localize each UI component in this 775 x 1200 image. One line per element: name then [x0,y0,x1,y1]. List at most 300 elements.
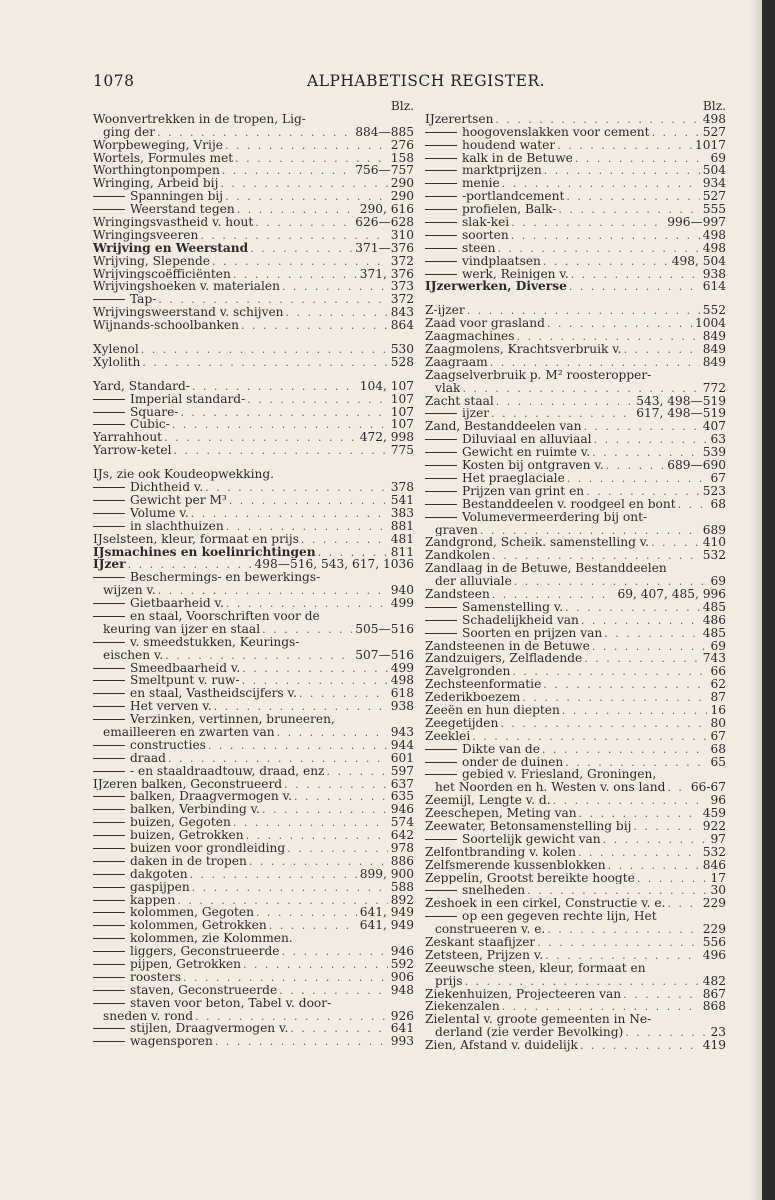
entry-term: kolommen, Gegoten [93,906,254,919]
entry-term: Tap- [93,293,156,306]
entry-term: Wrijving, Slepende [93,254,211,268]
entry-page-ref: 290 [390,189,414,204]
entry-term: Zaagselverbruik p. M² roosteropper- [425,368,652,382]
index-entry [425,369,726,382]
dot-leader [140,357,387,370]
entry-term: IJzerwerken, Diverse [425,280,567,294]
entry-term: keuring van ijzer en staal [103,622,261,636]
index-entry [93,1022,414,1035]
entry-page-ref: 527 [702,189,726,204]
dot-leader [592,434,708,447]
entry-term: IJs, zie ook Koudeopwekking. [93,468,274,482]
index-entry [93,674,414,687]
index-entry [425,216,726,229]
dot-leader [631,821,699,834]
entry-term: Soorten en prijzen van [425,627,602,640]
dot-leader [275,727,388,740]
entry-page-ref: 372 [390,253,414,268]
index-entry [93,855,414,868]
entry-page-ref: 641, 949 [359,905,414,920]
index-entry [425,962,726,975]
index-entry [93,216,414,229]
index-entry [425,897,726,910]
index-entry [425,923,726,936]
entry-term: Zeemijl, Lengte v. d. [425,794,551,808]
index-entry [93,507,414,520]
index-entry [425,949,726,962]
index-entry [93,533,414,546]
entry-page-ref: 938 [390,699,414,714]
entry-page-ref: 523 [702,483,726,498]
entry-term: Worpbeweging, Vrije [93,138,223,152]
entry-term: ging der [103,125,156,139]
entry-page-ref: 934 [702,176,726,191]
entry-term: in slachthuizen [93,520,224,533]
entry-page-ref: 996—997 [667,215,726,230]
entry-term: Imperial standard- [93,393,245,406]
entry-page-ref: 592 [390,957,414,971]
entry-term: pijpen, Getrokken [93,958,241,971]
index-entry [425,717,726,730]
entry-term: - en staaldraadtouw, draad, enz [93,765,324,778]
index-entry [425,807,726,820]
entry-page-ref: 372 [390,292,414,307]
entry-page-ref: 66-67 [690,780,726,795]
entry-page-ref: 926 [390,1008,414,1023]
index-entry [425,549,726,562]
dot-leader [227,495,388,508]
index-entry [93,636,414,649]
dot-leader [622,344,700,357]
entry-page-ref: 539 [702,445,726,460]
entry-term: houdend water [425,139,555,152]
index-entry [425,164,726,177]
letter-gap [93,457,414,468]
index-column-right [425,100,726,1052]
dot-leader [635,873,708,886]
entry-page-ref: 756—757 [355,163,414,178]
index-entry [93,623,414,636]
entry-page-ref: 940 [390,583,414,598]
index-entry [93,126,414,139]
dot-leader [297,688,388,701]
entry-term: vindplaatsen [425,255,541,268]
index-entry [425,317,726,330]
entry-term: Kosten bij ontgraven v. [425,459,604,472]
dot-leader [282,779,388,792]
dot-leader [541,679,707,692]
dot-leader [542,165,700,178]
dot-leader [285,843,388,856]
entry-term: Verzinken, vertinnen, bruneeren, [93,713,335,726]
index-entry [93,356,414,369]
dot-leader [545,318,692,331]
entry-term: kolommen, Getrokken [93,919,267,932]
entry-term: Zeskant staafijzer [425,936,536,949]
entry-term: Volumevermeerdering bij ont- [425,511,647,524]
dot-leader [649,537,700,550]
dot-leader [563,602,700,615]
entry-page-ref: 532 [702,548,726,563]
entry-term: Zeewater, Betonsamenstelling bij [425,819,632,833]
entry-page-ref: 772 [702,380,726,395]
dot-leader [590,641,708,654]
index-entry [425,190,726,203]
index-entry [425,330,726,343]
entry-term: graven [435,523,478,537]
dot-leader [569,269,700,282]
entry-page-ref: 689—690 [667,458,726,473]
index-entry [425,975,726,988]
index-entry [93,558,414,571]
dot-leader [139,344,388,357]
entry-page-ref: 69, 407, 485, 996 [617,586,726,601]
page-number: 1078 [93,72,135,90]
entry-page-ref: 530 [390,342,414,357]
entry-page-ref: 410 [702,535,726,550]
entry-page-ref: 505—516 [355,621,414,636]
entry-page-ref: 68 [710,741,726,756]
entry-page-ref: 642 [390,828,414,843]
entry-page-ref: 867 [702,986,726,1001]
entry-page-ref: 552 [702,303,726,318]
entry-page-ref: 30 [710,883,726,898]
index-entry [425,730,726,743]
index-entry [425,1000,726,1013]
entry-page-ref: 290, 616 [359,202,414,217]
entry-page-ref: 849 [702,329,726,344]
entry-term: Zandsteen [425,587,490,601]
entry-page-ref: 378 [390,480,414,495]
index-entry [425,343,726,356]
index-entry [93,444,414,457]
dot-leader [498,718,707,731]
entry-page-ref: 641, 949 [359,918,414,933]
entry-term: Zand, Bestanddeelen van [425,420,582,434]
entry-page-ref: 868 [702,999,726,1014]
index-entry [93,229,414,242]
entry-term: hoogovenslakken voor cement [425,126,650,139]
entry-page-ref: 17 [710,870,726,885]
entry-term: balken, Draagvermogen v. [93,790,292,803]
entry-term: derland (zie verder Bevolking) [435,1026,624,1040]
entry-page-ref: 229 [702,922,726,937]
index-entry [93,494,414,507]
entry-term: emailleeren en zwarten van [103,725,275,739]
entry-term: staven voor beton, Tabel v. door- [93,997,331,1010]
entry-page-ref: 601 [390,750,414,765]
entry-term: Bestanddeelen v. roodgeel en bont [425,498,676,511]
entry-page-ref: 62 [710,677,726,692]
entry-term: Zaagmachines [425,330,515,344]
index-entry [93,113,414,126]
index-entry [93,739,414,752]
index-entry [425,280,726,293]
entry-page-ref: 635 [390,789,414,804]
entry-page-ref: 948 [390,982,414,997]
index-entry [425,833,726,846]
entry-term: liggers, Geconstrueerde [93,945,280,958]
index-entry [425,382,726,395]
index-entry [425,407,726,420]
entry-page-ref: 69 [710,150,726,165]
book-edge [762,0,775,1200]
index-entry [425,524,726,537]
index-entry [425,588,726,601]
entry-term: Z-ijzer [425,304,465,318]
entry-page-ref: 597 [390,763,414,778]
index-entry [425,511,726,524]
entry-term: Diluviaal en alluviaal [425,433,592,446]
index-entry [93,971,414,984]
entry-page-ref: 846 [702,857,726,872]
index-entry [425,356,726,369]
entry-term: vlak [435,381,461,395]
entry-page-ref: 107 [390,417,414,432]
dot-leader [565,473,708,486]
entry-term: Weerstand tegen [93,203,235,216]
entry-term: prijs [435,974,463,988]
entry-page-ref: 588 [390,879,414,894]
index-entry [93,597,414,610]
index-entry [425,640,726,653]
index-entry [93,868,414,881]
entry-page-ref: 843 [390,305,414,320]
dot-leader [564,191,699,204]
entry-term: IJzeren balken, Geconstrueerd [93,777,283,791]
index-entry [425,113,726,126]
entry-page-ref: 481 [390,531,414,546]
dot-leader [292,791,388,804]
entry-page-ref: 496 [702,947,726,962]
index-entry [425,665,726,678]
index-entry [93,842,414,855]
entry-page-ref: 555 [702,202,726,217]
entry-term: Zeeuwsche steen, kleur, formaat en [425,961,646,975]
dot-leader [604,460,665,473]
entry-term: Wringingsvastheid v. hout [93,216,254,229]
entry-term: IJzer [93,558,126,572]
dot-leader [239,320,388,333]
page-header [93,72,723,94]
index-entry [93,139,414,152]
entry-term: Zeeklei [425,729,471,743]
index-entry [93,726,414,739]
dot-leader [188,869,357,882]
dot-leader [665,898,699,911]
dot-leader [324,766,387,779]
index-entry [93,255,414,268]
entry-page-ref: 68 [710,496,726,511]
entry-page-ref: 486 [702,612,726,627]
index-entry [425,498,726,511]
entry-page-ref: 626—628 [355,215,414,230]
letter-gap [93,332,414,343]
entry-term: Prijzen van grint en [425,485,584,498]
entry-term: Zelfsmerende kussenblokken [425,858,606,872]
letter-gap [425,293,726,304]
entry-page-ref: 65 [710,754,726,769]
entry-term: daken in de tropen [93,855,247,868]
entry-term: menie [425,177,500,190]
dot-leader [602,628,699,641]
dot-leader [178,407,387,420]
entry-term: draad [93,752,166,765]
entry-term: Spanningen bij [93,190,223,203]
entry-page-ref: 310 [390,227,414,242]
entry-term: Wrijvingshoeken v. materialen [93,280,280,294]
entry-term: Volume v. [93,507,189,520]
entry-page-ref: 614 [702,279,726,294]
index-entry [93,481,414,494]
entry-term: construeeren v. e. [435,923,546,937]
index-entry [93,816,414,829]
entry-page-ref: 618 [390,686,414,701]
entry-term: IJselsteen, kleur, formaat en prijs [93,532,299,546]
index-entry [425,420,726,433]
index-entry [425,229,726,242]
entry-page-ref: 498 [702,240,726,255]
index-entry [93,790,414,803]
entry-page-ref: 276 [390,137,414,152]
dot-leader [280,946,388,959]
dot-leader [555,140,692,153]
index-entry [425,472,726,485]
entry-term: en staal, Voorschriften voor de [93,610,320,623]
entry-term: gebied v. Friesland, Groningen, [425,768,656,781]
dot-leader [573,153,708,166]
index-entry [425,756,726,769]
index-entry [425,768,726,781]
entry-term: Square- [93,406,178,419]
entry-term: kalk in de Betuwe [425,152,573,165]
entry-page-ref: 504 [702,163,726,178]
dot-leader [254,907,357,920]
entry-page-ref: 229 [702,896,726,911]
entry-page-ref: 946 [390,802,414,817]
entry-page-ref: 978 [390,840,414,855]
entry-page-ref: 811 [390,544,414,559]
entry-page-ref: 864 [390,318,414,333]
entry-page-ref: 541 [390,492,414,507]
index-entry [425,820,726,833]
dot-leader [509,230,700,243]
entry-page-ref: 107 [390,404,414,419]
entry-page-ref: 407 [702,419,726,434]
dot-leader [260,804,388,817]
index-entry [425,1013,726,1026]
index-entry [93,752,414,765]
index-entry [425,433,726,446]
entry-term: Gewicht per M³ [93,494,227,507]
entry-term: Yarrahhout [93,431,163,445]
entry-page-ref: 371, 376 [359,266,414,281]
index-entry [93,687,414,700]
dot-leader [535,937,699,950]
column-header [93,100,414,113]
index-entry [93,803,414,816]
dot-leader [172,445,388,458]
index-entry [425,910,726,923]
index-entry [93,932,414,945]
entry-term: staven, Geconstrueerde [93,984,277,997]
index-entry [93,713,414,726]
dot-leader [581,421,699,434]
index-entry [93,610,414,623]
entry-term: soorten [425,229,509,242]
entry-page-ref: 290 [390,176,414,191]
index-entry [425,126,726,139]
entry-term: Woonvertrekken in de tropen, Lig- [93,112,306,126]
entry-term: Dikte van de [425,743,540,756]
entry-term: marktprijzen [425,164,542,177]
entry-page-ref: 66 [710,664,726,679]
dot-leader [253,217,352,230]
entry-page-ref: 96 [710,793,726,808]
index-entry [425,988,726,1001]
entry-term: Zien, Afstand v. duidelijk [425,1039,578,1053]
entry-page-ref: 472, 998 [359,430,414,445]
entry-page-ref: 419 [702,1038,726,1053]
entry-term: sneden v. rond [103,1009,194,1023]
entry-page-ref: 383 [390,505,414,520]
entry-page-ref: 617, 498—519 [636,406,726,421]
dot-leader [203,482,388,495]
entry-term: Zandzuigers, Zelfladende [425,652,583,666]
entry-term: Beschermings- en bewerkings- [93,571,320,584]
entry-page-ref: 892 [390,892,414,907]
index-entry [425,459,726,472]
index-entry [93,343,414,356]
dot-leader [560,705,708,718]
entry-term: werk, Reinigen v. [425,268,569,281]
entry-page-ref: 1017 [694,137,726,152]
entry-page-ref: 881 [390,518,414,533]
index-entry [93,829,414,842]
entry-term: Wrijvingscoëfficiënten [93,267,231,281]
entry-page-ref: 67 [710,470,726,485]
entry-page-ref: 849 [702,342,726,357]
index-entry [93,765,414,778]
entry-term: Zederikboezem [425,691,521,704]
entry-term: eischen v. [103,648,164,662]
entry-page-ref: 158 [390,150,414,165]
dot-leader [162,432,357,445]
dot-leader [540,744,708,757]
index-entry [93,984,414,997]
entry-term: Zeegetijden [425,716,499,730]
dot-leader [582,653,699,666]
entry-page-ref: 1004 [694,316,726,331]
entry-term: Zeppelin, Grootst bereikte hoogte [425,871,635,885]
entry-term: constructies [93,739,206,752]
dot-leader [665,782,687,795]
entry-page-ref: 498, 504 [671,253,726,268]
dot-leader [206,740,388,753]
entry-page-ref: 637 [390,776,414,791]
dot-leader [240,663,387,676]
entry-page-ref: 498 [390,673,414,688]
dot-leader [545,924,699,937]
entry-term: wijzen v. [103,584,156,598]
entry-term: v. smeedstukken, Keurings- [93,636,299,649]
entry-term: buizen, Getrokken [93,829,244,842]
entry-term: Cubic- [93,418,170,431]
dot-leader [494,396,634,409]
entry-term: Wringingsveeren [93,228,199,242]
entry-term: onder de duinen [425,756,563,769]
index-entry [93,268,414,281]
